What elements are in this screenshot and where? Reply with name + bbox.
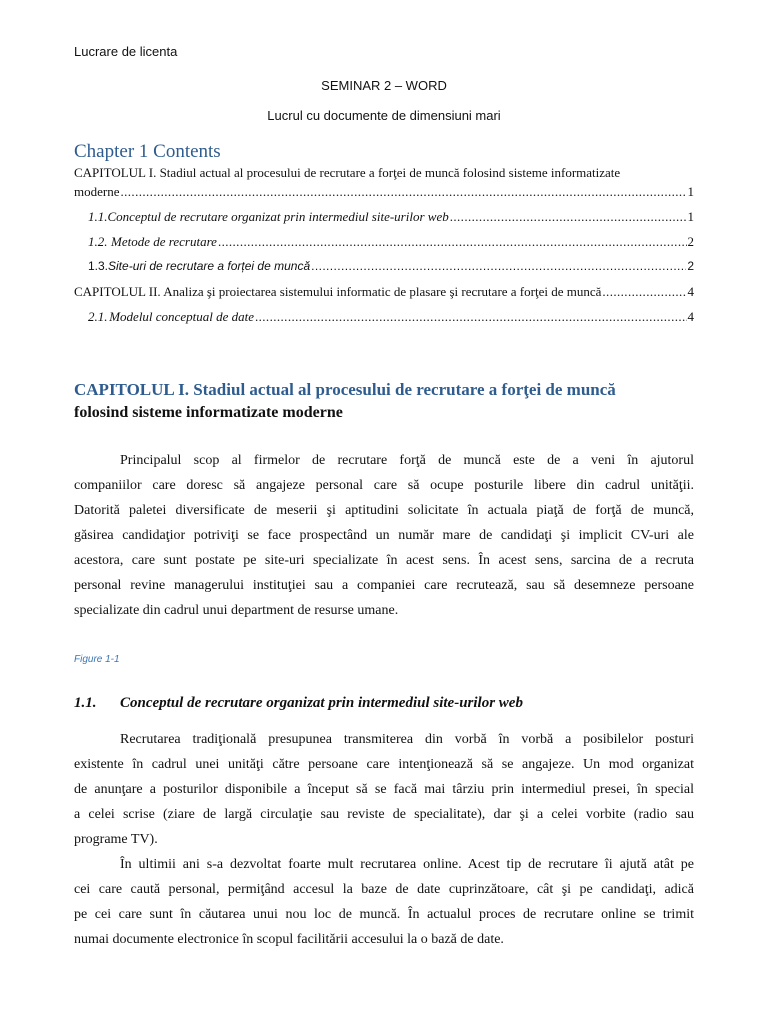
toc-entry-1-1[interactable] [88, 209, 694, 225]
paragraph-line: specializate din cadrul unui department de resurse umane. [74, 603, 399, 618]
toc-entry-label: Modelul conceptual de date [109, 309, 254, 324]
paragraph-line: programe TV). [74, 832, 158, 847]
paragraph-line: Recrutarea tradiţională presupunea transmiterea din vorbă în vorbă a posibilelor posturi [120, 732, 694, 747]
paragraph-line: Datorită paletei diversificate de meserii şi aptitudini solicitate în actuala piaţă de forţă de muncă, [74, 503, 694, 518]
toc-entry-label: Conceptul de recrutare organizat prin intermediul site-urilor web [107, 209, 449, 224]
section-heading [74, 695, 523, 712]
toc-entry-number: 1.2. [88, 234, 108, 249]
toc-leader-dots [255, 309, 687, 325]
toc-page-number: 1 [687, 184, 694, 199]
paragraph-line: existente în cadrul unei unităţi către persoane care intenţionează să se angajeze. Un mod organizat [74, 757, 694, 772]
paragraph-line: numai documente electronice în scopul facilitării accesului la o bază de date. [74, 932, 504, 947]
toc-entry-chapter1-line1[interactable]: CAPITOLUL I. Stadiul actual al procesului de recrutare a forţei de muncă folosind sisteme informatizate [74, 165, 621, 180]
paragraph-line: personal revine managerului instituţiei sau a companiei care recrutează, sau să desemneze persoane [74, 578, 694, 593]
toc-entry-label: Metode de recrutare [111, 234, 217, 249]
chapter-heading: CAPITOLUL I. Stadiul actual al procesului de recrutare a forţei de muncă [74, 380, 616, 399]
paragraph-line: cei care caută personal, permiţând accesul la baze de date cuprinzătoare, cât şi pe candidaţi, adică [74, 882, 694, 897]
section-paragraph-2 [74, 852, 694, 952]
section-title: Conceptul de recrutare organizat prin intermediul site-urilor web [120, 695, 523, 711]
paragraph-line: acestora, care sunt postate pe site-uri specializate în acest sens. În acest sens, sarcina de a recruta [74, 553, 694, 568]
paragraph-line: companiilor care doresc să angajeze personal care să ocupe posturile libere din cadrul unităţii. [74, 478, 694, 493]
paragraph-line: În ultimii ani s-a dezvoltat foarte mult recrutarea online. Acest tip de recrutare îi ajută atât pe [120, 857, 694, 872]
toc-page-number: 2 [687, 259, 694, 273]
toc-entry-chapter1[interactable] [74, 184, 694, 200]
toc-entry-chapter2[interactable] [74, 284, 694, 300]
toc-entry-2-1[interactable] [88, 309, 694, 325]
chapter-heading-continued: folosind sisteme informatizate moderne [74, 404, 343, 421]
paragraph-line: găsirea candidaţior potriviţi se face prospectând un număr mare de candidaţi şi implicit CV-uri ale [74, 528, 694, 543]
chapter-intro-paragraph [74, 448, 694, 623]
toc-entry-number: 1.1. [88, 209, 108, 224]
toc-page-number: 4 [687, 284, 694, 299]
seminar-title: SEMINAR 2 – WORD [321, 78, 447, 93]
toc-leader-dots [450, 209, 687, 225]
toc-entry-label: Site-uri de recrutare a forței de muncă [108, 259, 311, 273]
toc-leader-dots [602, 284, 686, 300]
toc-page-number: 4 [687, 309, 694, 324]
toc-entry-label: CAPITOLUL II. Analiza şi proiectarea sistemului informatic de plasare şi recrutare a forţei de muncă [74, 284, 602, 299]
toc-leader-dots [218, 234, 687, 250]
section-number: 1.1. [74, 695, 97, 711]
toc-entry-number: 2.1. [88, 309, 108, 324]
paragraph-line: a celei scrise (ziare de largă circulaţie sau reviste de specialitate), dar şi a celei vorbite (radio sau [74, 807, 694, 822]
toc-page-number: 1 [687, 209, 694, 224]
toc-title: Chapter 1 Contents [74, 141, 221, 162]
document-header: Lucrare de licenta [74, 44, 178, 59]
toc-entry-label: moderne [74, 184, 120, 199]
toc-leader-dots [120, 184, 686, 200]
toc-page-number: 2 [687, 234, 694, 249]
section-paragraph-1 [74, 727, 694, 852]
toc-entry-number: 1.3. [88, 259, 109, 273]
seminar-subtitle: Lucrul cu documente de dimensiuni mari [267, 108, 501, 123]
toc-leader-dots [311, 259, 686, 273]
paragraph-line: de anunţare a posturilor disponibile a început să se facă mai târziu prin intermediul presei, în special [74, 782, 694, 797]
paragraph-line: Principalul scop al firmelor de recrutare forţă de muncă este de a veni în ajutorul [120, 453, 694, 468]
toc-entry-1-2[interactable] [88, 234, 694, 250]
paragraph-line: pe cei care sunt în căutarea unui nou loc de muncă. În actualul proces de recrutare online se trimit [74, 907, 694, 922]
figure-caption: Figure 1-1 [74, 654, 120, 665]
toc-entry-1-3[interactable] [88, 259, 694, 273]
